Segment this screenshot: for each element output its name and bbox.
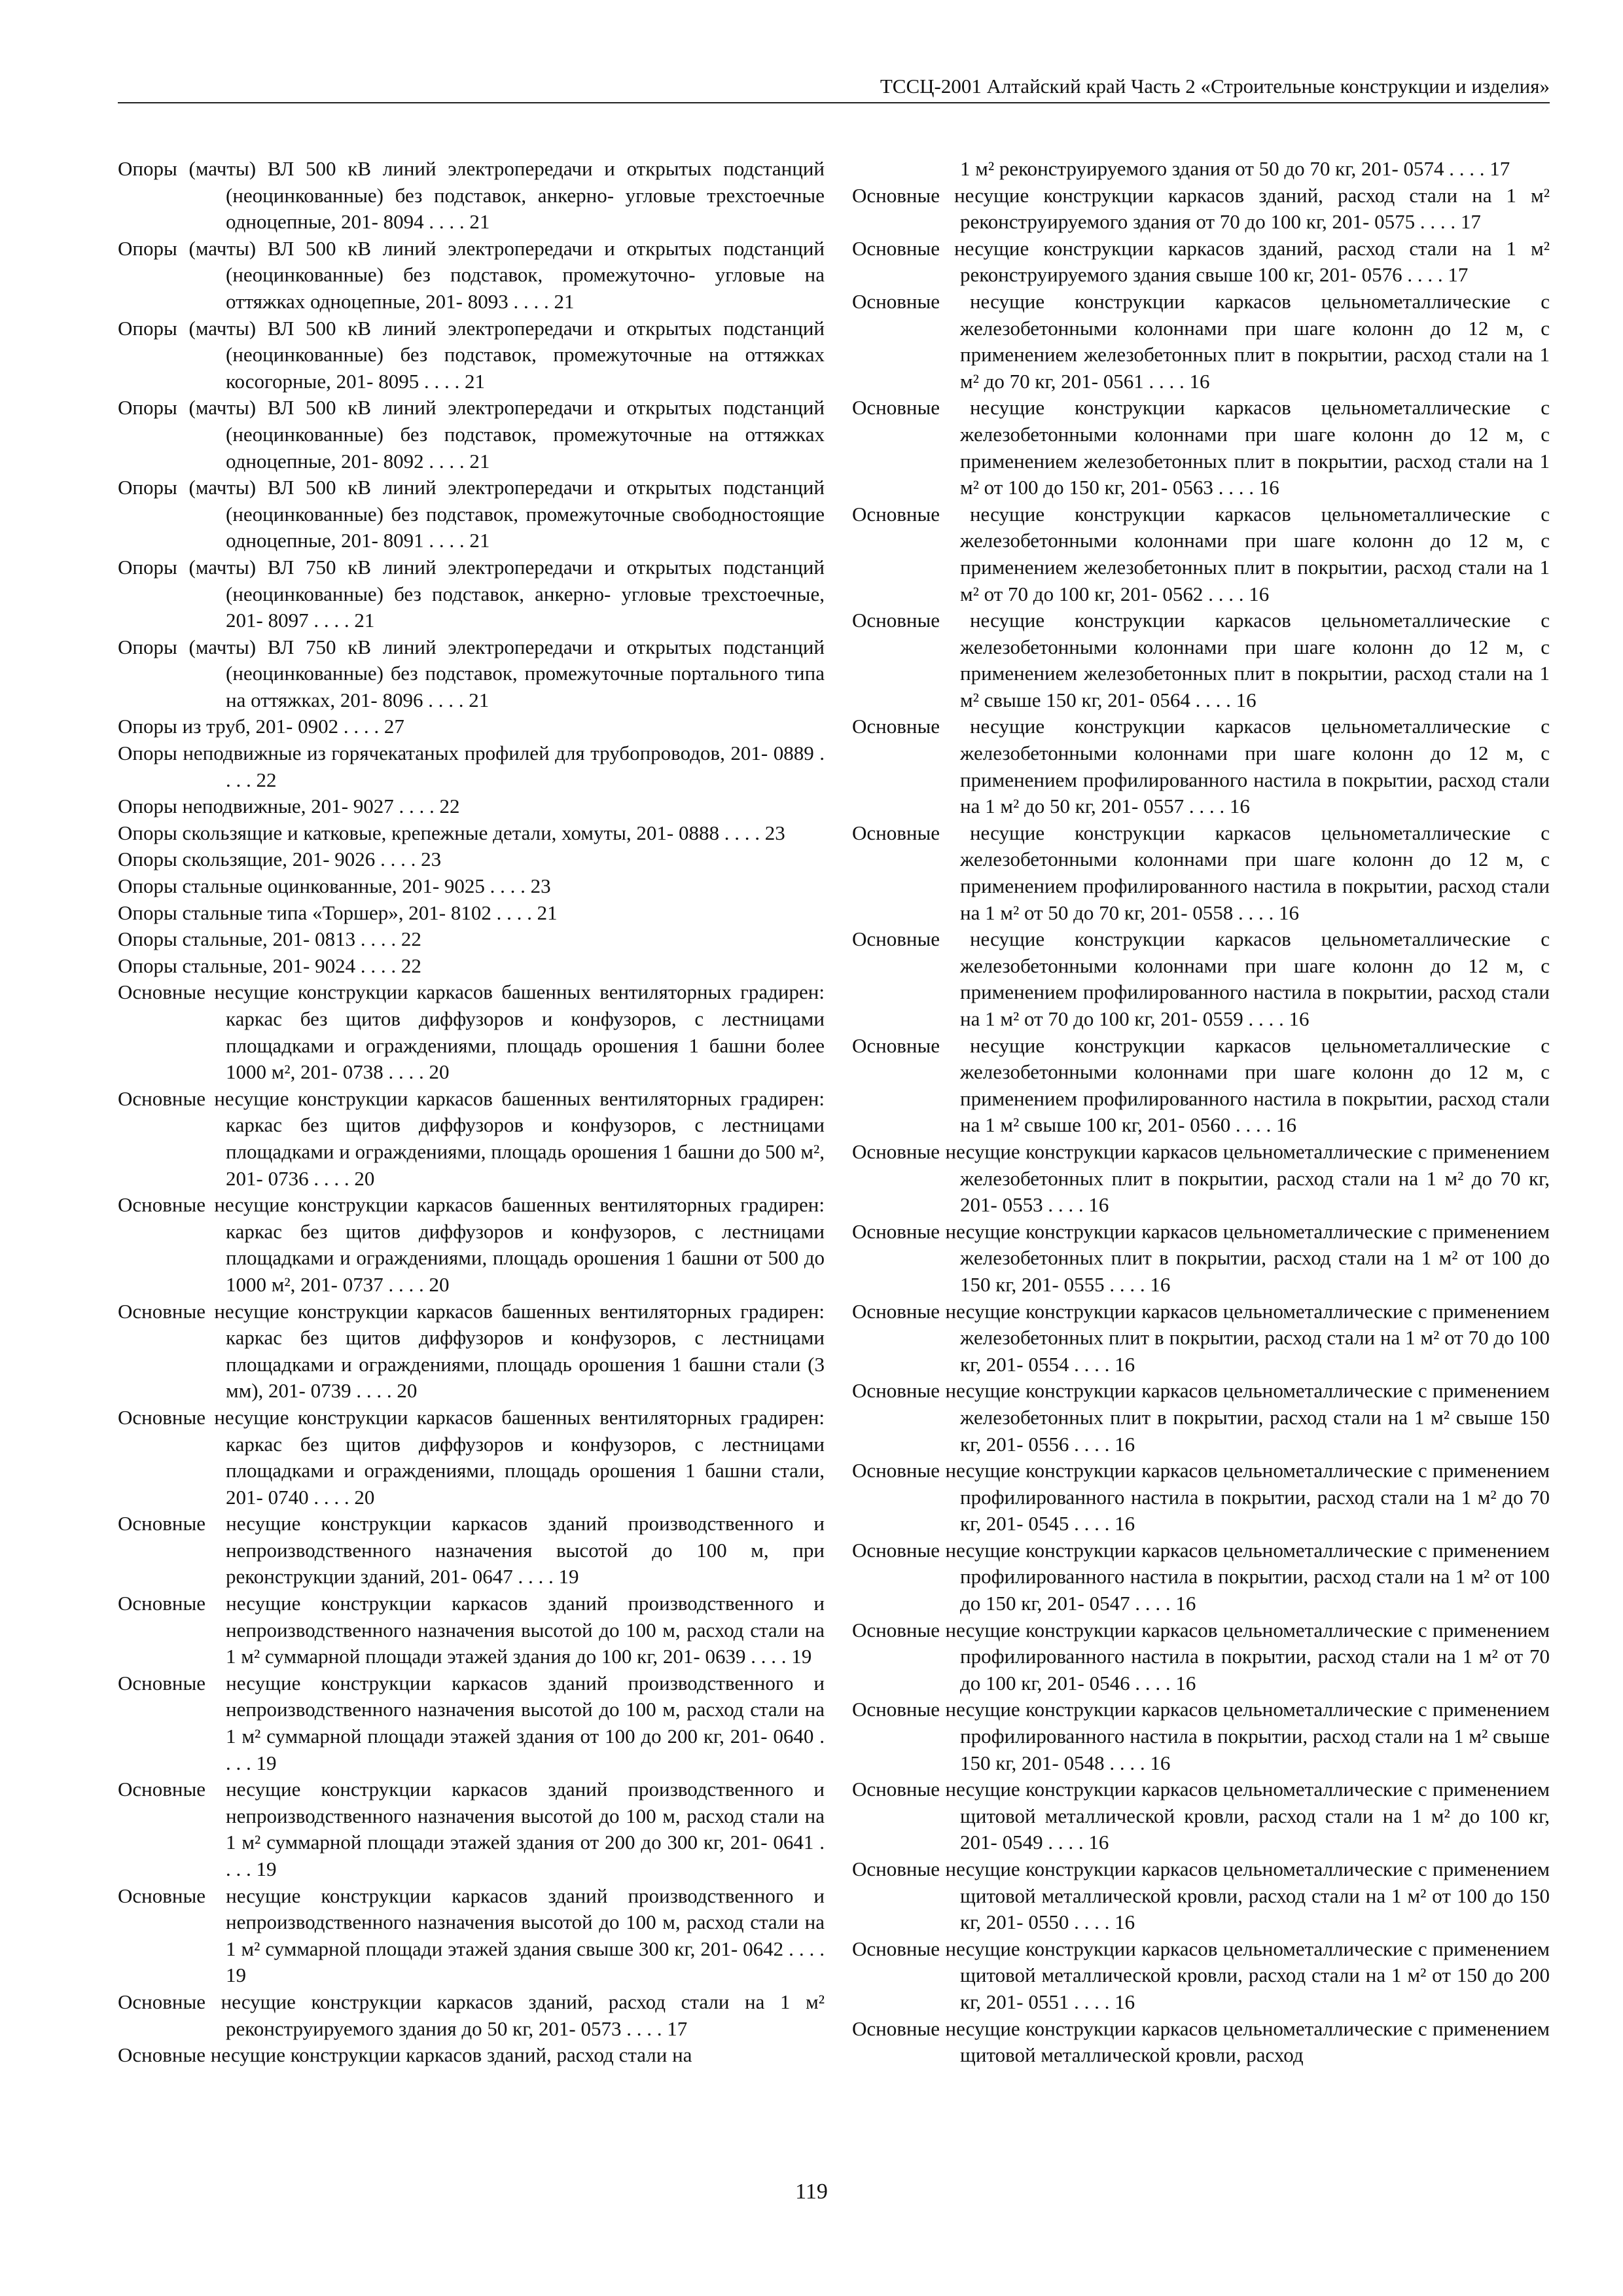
- index-entry-text: Основные несущие конструкции каркасов цельнометаллические с железобетонными колоннами при шаге колонн до 12 м, с применением профилированного настила в покрытии, расход стали на 1 м² до 50 кг, 201- 0557: [852, 715, 1550, 818]
- index-entry-page: 16: [1229, 795, 1250, 818]
- index-entry-page: 22: [401, 927, 421, 951]
- dot-leader: . . . .: [1043, 1831, 1089, 1854]
- index-entry-page: 19: [226, 1964, 246, 1987]
- page-number: 119: [795, 2179, 828, 2204]
- index-entry-text: Основные несущие конструкции каркасов башенных вентиляторных градирен: каркас без щитов диффузоров и конфузоров, с лестницами площадками и ограждениями, площадь орошения 1 башни до 500 м², 201- 0736: [118, 1086, 825, 1190]
- dot-leader: . . . .: [351, 1379, 397, 1403]
- index-entry-text: Основные несущие конструкции каркасов цельнометаллические с применением щитовой металлической кровли, расход стали на 1 м² от 150 до 200 кг, 201- 0551: [852, 1937, 1550, 2013]
- dot-leader: . . . .: [1415, 210, 1461, 234]
- index-entry: [118, 953, 825, 980]
- dot-leader: . . . .: [226, 1831, 825, 1880]
- index-entry-text: Основные несущие конструкции каркасов башенных вентиляторных градирен: каркас без щитов диффузоров и конфузоров, с лестницами площадками и ограждениями, площадь орошения 1 башни более 1000 м², 201- 0738: [118, 980, 825, 1084]
- dot-leader: . . . .: [226, 742, 825, 791]
- index-entry: [118, 1670, 825, 1776]
- index-entry-text: Основные несущие конструкции каркасов цельнометаллические с применением профилированного настила в покрытии, расход стали на 1 м² до 70 кг, 201- 0545: [852, 1459, 1550, 1535]
- index-entry: [852, 1139, 1550, 1219]
- index-entry: [118, 236, 825, 315]
- index-entry-text: Основные несущие конструкции каркасов цельнометаллические с применением щитовой металлической кровли, расход: [852, 2017, 1550, 2067]
- index-entry-page: 23: [764, 821, 785, 844]
- dot-leader: . . . .: [1190, 688, 1236, 711]
- dot-leader: . . . .: [308, 1485, 355, 1509]
- index-entry-text: Опоры стальные, 201- 9024: [118, 954, 356, 977]
- index-entry: [118, 846, 825, 873]
- dot-leader: . . . .: [375, 848, 421, 871]
- index-entry-text: Опоры скользящие, 201- 9026: [118, 848, 376, 871]
- index-entry: [118, 1405, 825, 1511]
- index-entry-text: Основные несущие конструкции каркасов цельнометаллические с применением профилированного настила в покрытии, расход стали на 1 м² свыше 150 кг, 201- 0548: [852, 1698, 1550, 1774]
- index-entry-page: 17: [1448, 263, 1469, 287]
- index-entry-text: Опоры (мачты) ВЛ 500 кВ линий электропередачи и открытых подстанций (неоцинкованные) без подставок, анкерно- угловые трехстоечные одноцепные, 201- 8094: [118, 157, 825, 234]
- index-entry-page: 27: [383, 715, 404, 738]
- index-entry-text: Основные несущие конструкции каркасов зданий производственного и непроизводственного назначения высотой до 100 м, расход стали на 1 м² суммарной площади этажей здания от 100 до 200 кг, 201- 0640: [118, 1671, 825, 1748]
- dot-leader: . . . .: [423, 529, 470, 552]
- dot-leader: . . . .: [308, 609, 355, 632]
- index-entry-text: Основные несущие конструкции каркасов цельнометаллические с железобетонными колоннами при шаге колонн до 12 м, с применением железобетонных плит в покрытии, расход стали на 1 м² до 70 кг, 201- 0561: [852, 289, 1550, 393]
- index-entry-page: 16: [1249, 582, 1270, 605]
- index-entry: [118, 1299, 825, 1405]
- index-entry: [118, 1989, 825, 2042]
- index-entry-text: Основные несущие конструкции каркасов башенных вентиляторных градирен: каркас без щитов диффузоров и конфузоров, с лестницами площадками и ограждениями, площадь орошения 1 башни стали, 201- 0740: [118, 1405, 825, 1509]
- index-entry-page: 16: [1175, 1671, 1196, 1695]
- index-entry: [118, 1511, 825, 1590]
- index-entry-text: Основные несущие конструкции каркасов зданий производственного и непроизводственного назначения высотой до 100 м, расход стали на 1 м² суммарной площади этажей здания от 200 до 300 кг, 201- 0641: [118, 1778, 825, 1854]
- index-entry-text: Опоры стальные, 201- 0813: [118, 927, 356, 951]
- dot-leader: . . . .: [1402, 263, 1448, 287]
- index-entry-page: 16: [1115, 1432, 1135, 1456]
- dot-leader: . . . .: [1243, 1007, 1289, 1030]
- dot-leader: . . . .: [383, 1060, 429, 1084]
- index-entry-page: 20: [354, 1166, 375, 1190]
- dot-leader: . . . .: [1444, 157, 1490, 180]
- index-entry-text: Основные несущие конструкции каркасов зданий, расход стали на: [118, 2043, 692, 2067]
- index-entry-page: 22: [401, 954, 421, 977]
- index-entry: [118, 2042, 825, 2069]
- index-entry-page: 16: [1189, 369, 1210, 393]
- index-entry: [118, 395, 825, 475]
- index-entry-text: Опоры (мачты) ВЛ 500 кВ линий электропередачи и открытых подстанций (неоцинкованные) без подставок, промежуточно- угловые на оттяжках одноцепные, 201- 8093: [118, 236, 825, 313]
- index-entry-page: 17: [1489, 157, 1510, 180]
- index-entry-text: Основные несущие конструкции каркасов зданий, расход стали на 1 м² реконструируемого здания от 70 до 100 кг, 201- 0575: [852, 183, 1550, 234]
- index-entry-page: 17: [667, 2017, 688, 2040]
- index-entry-page: 16: [1150, 1751, 1171, 1774]
- dot-leader: . . . .: [719, 821, 765, 844]
- index-entry-page: 20: [429, 1272, 450, 1296]
- index-entry-page: 20: [354, 1485, 375, 1509]
- dot-leader: . . . .: [308, 1166, 355, 1190]
- dot-leader: . . . .: [783, 1937, 825, 1960]
- index-entry-page: 22: [256, 768, 277, 791]
- index-entry-page: 21: [554, 289, 575, 313]
- index-entry-page: 21: [354, 609, 375, 632]
- running-header: ТССЦ-2001 Алтайский край Часть 2 «Строительные конструкции и изделия»: [118, 73, 1550, 103]
- dot-leader: . . . .: [393, 795, 440, 818]
- index-entry: [118, 475, 825, 554]
- index-entry-text: Опоры неподвижные, 201- 9027: [118, 795, 394, 818]
- dot-leader: . . . .: [621, 2017, 668, 2040]
- index-entry: [852, 1537, 1550, 1617]
- index-entry-text: 1 м² реконструируемого здания от 50 до 70 кг, 201- 0574: [960, 157, 1444, 180]
- index-entry-text: Основные несущие конструкции каркасов цельнометаллические с железобетонными колоннами при шаге колонн до 12 м, с применением профилированного настила в покрытии, расход стали на 1 м² от 70 до 100 кг, 201- 0559: [852, 927, 1550, 1030]
- index-entry-text: Основные несущие конструкции каркасов зданий, расход стали на 1 м² реконструируемого здания до 50 кг, 201- 0573: [118, 1990, 825, 2040]
- index-entry: [852, 1936, 1550, 2016]
- index-entry: [118, 793, 825, 820]
- dot-leader: . . . .: [1130, 1592, 1176, 1615]
- index-entry-text: Основные несущие конструкции каркасов зданий производственного и непроизводственного назначения высотой до 100 м, расход стали на 1 м² суммарной площади этажей здания до 100 кг, 201- 0639: [118, 1592, 825, 1668]
- index-entry-text: Основные несущие конструкции каркасов цельнометаллические с применением щитовой металлической кровли, расход стали на 1 м² от 100 до 150 кг, 201- 0550: [852, 1857, 1550, 1934]
- dot-leader: . . . .: [355, 954, 401, 977]
- index-entry: [118, 900, 825, 927]
- index-column-left: [118, 156, 825, 2069]
- dot-leader: . . . .: [423, 449, 470, 473]
- dot-leader: . . . .: [1230, 1113, 1276, 1137]
- index-entry-text: Опоры (мачты) ВЛ 500 кВ линий электропередачи и открытых подстанций (неоцинкованные) без подставок, промежуточные на оттяжках косогорные, 201- 8095: [118, 316, 825, 393]
- index-column-right: [852, 156, 1550, 2069]
- index-entry-text: Опоры (мачты) ВЛ 750 кВ линий электропередачи и открытых подстанций (неоцинкованные) без подставок, промежуточные портального типа на оттяжках, 201- 8096: [118, 635, 825, 711]
- index-entry-text: Опоры стальные типа «Торшер», 201- 8102: [118, 901, 491, 924]
- index-entry: [852, 1856, 1550, 1936]
- index-entry-text: Опоры скользящие и катковые, крепежные детали, хомуты, 201- 0888: [118, 821, 719, 844]
- index-entry-text: Основные несущие конструкции каркасов цельнометаллические с применением профилированного настила в покрытии, расход стали на 1 м² от 100 до 150 кг, 201- 0547: [852, 1538, 1550, 1615]
- index-entry-page: 16: [1258, 476, 1279, 499]
- index-entry-text: Основные несущие конструкции каркасов зданий производственного и непроизводственного назначения высотой до 100 м, при реконструкции зданий, 201- 0647: [118, 1512, 825, 1588]
- index-entry-page: 22: [439, 795, 460, 818]
- index-entry: [852, 183, 1550, 236]
- index-entry-text: Основные несущие конструкции каркасов цельнометаллические с железобетонными колоннами при шаге колонн до 12 м, с применением профилированного настила в покрытии, расход стали на 1 м² свыше 100 кг, 201- 0560: [852, 1033, 1550, 1137]
- index-entry: [852, 1219, 1550, 1299]
- index-entry-text: Основные несущие конструкции каркасов зданий производственного и непроизводственного назначения высотой до 100 м, расход стали на 1 м² суммарной площади этажей здания свыше 300 кг, 201- 0642: [118, 1884, 825, 1960]
- index-entry-page: 16: [1175, 1592, 1196, 1615]
- dot-leader: . . . .: [508, 289, 554, 313]
- index-entry-text: Основные несущие конструкции каркасов цельнометаллические с железобетонными колоннами при шаге колонн до 12 м, с применением железобетонных плит в покрытии, расход стали на 1 м² от 100 до 150 кг, 201- 0563: [852, 396, 1550, 499]
- index-entry-page: 21: [537, 901, 558, 924]
- index-entry: [852, 926, 1550, 1032]
- dot-leader: . . . .: [383, 1272, 429, 1296]
- dot-leader: . . . .: [745, 1645, 792, 1668]
- index-entry: [852, 289, 1550, 395]
- index-entry: [852, 395, 1550, 501]
- index-entry-page: 16: [1289, 1007, 1310, 1030]
- dot-leader: . . . .: [226, 1725, 825, 1774]
- index-entry: [852, 236, 1550, 289]
- index-entry-page: 16: [1236, 688, 1257, 711]
- index-entry-text: Основные несущие конструкции каркасов цельнометаллические с железобетонными колоннами при шаге колонн до 12 м, с применением профилированного настила в покрытии, расход стали на 1 м² от 50 до 70 кг, 201- 0558: [852, 821, 1550, 924]
- index-entry: [118, 926, 825, 953]
- index-entry-page: 19: [558, 1565, 579, 1588]
- dot-leader: . . . .: [1104, 1751, 1150, 1774]
- index-entry-page: 23: [530, 874, 551, 898]
- dot-leader: . . . .: [1069, 1990, 1115, 2013]
- dot-leader: . . . .: [484, 874, 531, 898]
- dot-leader: . . . .: [1184, 795, 1230, 818]
- index-entry-text: Опоры стальные оцинкованные, 201- 9025: [118, 874, 485, 898]
- index-entry-page: 19: [256, 1857, 277, 1880]
- index-entry: [852, 1299, 1550, 1378]
- index-entry-text: Опоры из труб, 201- 0902: [118, 715, 339, 738]
- index-entry-text: Основные несущие конструкции каркасов цельнометаллические с применением железобетонных плит в покрытии, расход стали на 1 м² до 70 кг, 201- 0553: [852, 1139, 1550, 1217]
- index-entry-text: Основные несущие конструкции каркасов цельнометаллические с применением железобетонных плит в покрытии, расход стали на 1 м² от 70 до 100 кг, 201- 0554: [852, 1299, 1550, 1376]
- index-entry-page: 21: [469, 449, 490, 473]
- index-entry-text: Основные несущие конструкции каркасов цельнометаллические с применением железобетонных плит в покрытии, расход стали на 1 м² от 100 до 150 кг, 201- 0555: [852, 1219, 1550, 1296]
- dot-leader: . . . .: [355, 927, 401, 951]
- index-entry-text: Основные несущие конструкции каркасов цельнометаллические с железобетонными колоннами при шаге колонн до 12 м, с применением железобетонных плит в покрытии, расход стали на 1 м² от 70 до 100 кг, 201- 0562: [852, 502, 1550, 605]
- index-entry-page: 16: [1115, 1990, 1135, 2013]
- dot-leader: . . . .: [1130, 1671, 1176, 1695]
- index-entry: [118, 634, 825, 714]
- index-entry: [118, 1590, 825, 1670]
- index-entry-page: 16: [1115, 1512, 1135, 1535]
- dot-leader: . . . .: [1213, 476, 1259, 499]
- index-entry-text: Основные несущие конструкции каркасов башенных вентиляторных градирен: каркас без щитов диффузоров и конфузоров, с лестницами площадками и ограждениями, площадь орошения 1 башни стали (3 мм), 201- 0739: [118, 1299, 825, 1403]
- index-entry-page: 16: [1088, 1831, 1109, 1854]
- dot-leader: . . . .: [1104, 1272, 1150, 1296]
- index-entry: [852, 1458, 1550, 1537]
- index-entry-text: Опоры (мачты) ВЛ 500 кВ линий электропередачи и открытых подстанций (неоцинкованные) без подставок, промежуточные свободностоящие одноцепные, 201- 8091: [118, 476, 825, 552]
- index-entry: [118, 554, 825, 634]
- index-entry-text: Опоры (мачты) ВЛ 500 кВ линий электропередачи и открытых подстанций (неоцинкованные) без подставок, промежуточные на оттяжках одноцепные, 201- 8092: [118, 396, 825, 473]
- index-entry: [852, 820, 1550, 926]
- index-entry: [852, 607, 1550, 713]
- index-entry-page: 16: [1115, 1910, 1135, 1934]
- dot-leader: . . . .: [423, 688, 469, 711]
- dot-leader: . . . .: [1233, 901, 1279, 924]
- index-entry: [852, 1776, 1550, 1856]
- index-entry-page: 21: [464, 369, 485, 393]
- index-entry-text: Основные несущие конструкции каркасов цельнометаллические с железобетонными колоннами при шаге колонн до 12 м, с применением железобетонных плит в покрытии, расход стали на 1 м² свыше 150 кг, 201- 0564: [852, 609, 1550, 711]
- index-entry-page: 16: [1150, 1272, 1171, 1296]
- dot-leader: . . . .: [423, 210, 470, 234]
- index-entry: [118, 1883, 825, 1989]
- dot-leader: . . . .: [1069, 1512, 1115, 1535]
- index-entry-page: 16: [1279, 901, 1300, 924]
- index-entry: [852, 713, 1550, 819]
- index-entry-page: 20: [397, 1379, 418, 1403]
- index-entry: [852, 156, 1550, 183]
- dot-leader: . . . .: [491, 901, 537, 924]
- index-entry-page: 19: [256, 1751, 277, 1774]
- index-entry-page: 16: [1275, 1113, 1296, 1137]
- dot-leader: . . . .: [1043, 1193, 1089, 1217]
- index-entry-text: Опоры неподвижные из горячекатаных профилей для трубопроводов, 201- 0889: [118, 742, 814, 765]
- index-entry-text: Основные несущие конструкции каркасов башенных вентиляторных градирен: каркас без щитов диффузоров и конфузоров, с лестницами площадками и ограждениями, площадь орошения 1 башни от 500 до 1000 м², 201- 0737: [118, 1193, 825, 1296]
- dot-leader: . . . .: [338, 715, 384, 738]
- dot-leader: . . . .: [1069, 1910, 1115, 1934]
- index-entry-page: 21: [469, 529, 490, 552]
- index-entry-page: 16: [1115, 1352, 1135, 1376]
- index-entry-page: 21: [469, 688, 490, 711]
- index-entry: [118, 713, 825, 740]
- index-entry-page: 16: [1088, 1193, 1109, 1217]
- index-entry: [852, 1696, 1550, 1776]
- index-entry: [118, 1776, 825, 1882]
- index-entry: [118, 1086, 825, 1192]
- dot-leader: . . . .: [1069, 1352, 1115, 1376]
- index-entry: [118, 873, 825, 900]
- index-entry-page: 23: [421, 848, 442, 871]
- dot-leader: . . . .: [1203, 582, 1249, 605]
- dot-leader: . . . .: [1069, 1432, 1115, 1456]
- dot-leader: . . . .: [512, 1565, 559, 1588]
- index-entry: [852, 2016, 1550, 2069]
- index-entry-text: Основные несущие конструкции каркасов цельнометаллические с применением железобетонных плит в покрытии, расход стали на 1 м² свыше 150 кг, 201- 0556: [852, 1379, 1550, 1456]
- index-entry-page: 17: [1460, 210, 1481, 234]
- index-entry-page: 21: [469, 210, 490, 234]
- index-entry: [118, 979, 825, 1085]
- index-entry: [118, 156, 825, 236]
- index-entry: [852, 1033, 1550, 1139]
- index-entry-text: Опоры (мачты) ВЛ 750 кВ линий электропередачи и открытых подстанций (неоцинкованные) без подставок, анкерно- угловые трехстоечные, 201- 8097: [118, 555, 825, 632]
- index-entry: [118, 315, 825, 395]
- index-entry: [118, 740, 825, 793]
- index-entry: [852, 501, 1550, 607]
- index-entry: [118, 1192, 825, 1298]
- index-entry-text: Основные несущие конструкции каркасов цельнометаллические с применением щитовой металлической кровли, расход стали на 1 м² до 100 кг, 201- 0549: [852, 1778, 1550, 1854]
- index-entry: [852, 1617, 1550, 1697]
- index-entry-text: Основные несущие конструкции каркасов зданий, расход стали на 1 м² реконструируемого здания свыше 100 кг, 201- 0576: [852, 236, 1550, 287]
- index-entry: [852, 1378, 1550, 1458]
- index-entry-page: 20: [429, 1060, 450, 1084]
- index-entry-page: 19: [791, 1645, 812, 1668]
- dot-leader: . . . .: [1143, 369, 1190, 393]
- dot-leader: . . . .: [419, 369, 465, 393]
- index-entry-text: Основные несущие конструкции каркасов цельнометаллические с применением профилированного настила в покрытии, расход стали на 1 м² от 70 до 100 кг, 201- 0546: [852, 1618, 1550, 1695]
- index-entry: [118, 820, 825, 847]
